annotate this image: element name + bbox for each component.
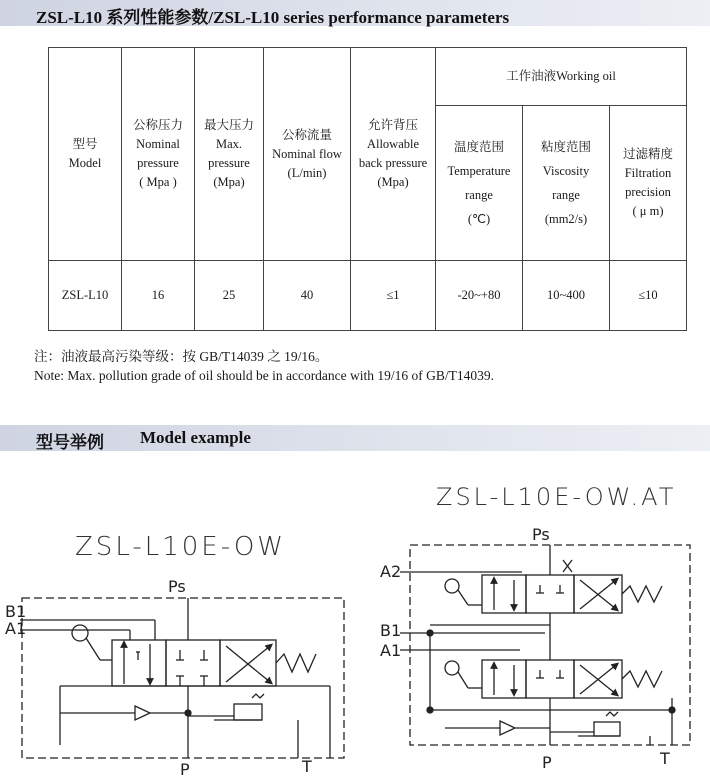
header-nominal-flow xyxy=(264,48,351,261)
header-model-en: Model xyxy=(68,156,102,170)
header-viscosity xyxy=(523,106,610,261)
diagram2-port-b1: B1 xyxy=(380,621,402,640)
diagram-1 xyxy=(5,532,344,779)
header-bp-4: (Mpa) xyxy=(377,175,409,189)
diagram-2 xyxy=(380,483,690,772)
diagram2-port-ps: Ps xyxy=(532,525,550,544)
section-banner-model-example xyxy=(0,425,710,451)
header-v-2: Viscosity xyxy=(542,163,590,178)
header-nominal-pressure xyxy=(122,48,195,261)
cell-max-pressure: 25 xyxy=(195,261,264,331)
header-mp-2: Max. xyxy=(215,137,243,151)
header-back-pressure xyxy=(351,48,436,261)
header-np-3: pressure xyxy=(137,156,179,170)
header-working-oil: 工作油液Working oil xyxy=(436,48,687,106)
diagram2-port-a1: A1 xyxy=(380,641,402,660)
diagram2-port-p: P xyxy=(542,753,552,772)
header-f-1: 过滤精度 xyxy=(622,147,673,161)
diagram1-housing xyxy=(22,598,344,758)
header-filtration xyxy=(610,106,687,261)
header-np-1: 公称压力 xyxy=(132,118,183,132)
cell-temperature: -20~+80 xyxy=(436,261,523,331)
header-np-2: Nominal xyxy=(136,137,180,151)
cell-model: ZSL-L10 xyxy=(49,261,122,331)
cell-viscosity: 10~400 xyxy=(523,261,610,331)
section-title-cn: 型号举例 xyxy=(36,433,104,452)
header-model xyxy=(49,48,122,261)
section-title-performance: ZSL-L10 系列性能参数/ZSL-L10 series performance parameters xyxy=(36,8,510,27)
diagram1-port-t: T xyxy=(302,757,312,776)
header-f-3: precision xyxy=(625,185,671,199)
header-f-4: ( μ m) xyxy=(632,204,664,218)
cell-nominal-flow: 40 xyxy=(264,261,351,331)
header-np-4: ( Mpa ) xyxy=(139,175,177,189)
header-bp-2: Allowable xyxy=(366,137,420,151)
header-max-pressure xyxy=(195,48,264,261)
header-mp-1: 最大压力 xyxy=(203,118,254,132)
header-bp-1: 允许背压 xyxy=(367,118,418,132)
header-f-2: Filtration xyxy=(624,166,672,180)
note-english: Note: Max. pollution grade of oil should be in accordance with 19/16 of GB/T14039. xyxy=(34,368,495,383)
section-banner-performance xyxy=(0,0,710,26)
diagram1-port-ps: Ps xyxy=(168,577,186,596)
header-temperature xyxy=(436,106,523,261)
cell-back-pressure: ≤1 xyxy=(351,261,436,331)
header-v-3: range xyxy=(552,187,580,202)
header-nf-2: Nominal flow xyxy=(272,146,342,161)
header-t-4: (℃) xyxy=(467,211,491,226)
header-t-3: range xyxy=(465,187,493,202)
performance-table xyxy=(48,47,687,331)
cell-filtration: ≤10 xyxy=(610,261,687,331)
note-chinese: 注：油液最高污染等级：按 GB/T14039 之 19/16。 xyxy=(34,349,329,364)
section-title-en: Model example xyxy=(140,428,251,447)
diagram1-port-p: P xyxy=(180,760,190,779)
header-v-1: 粘度范围 xyxy=(540,139,591,154)
diagram2-code: ZSL-L10E-OW.AT xyxy=(436,483,677,511)
header-nf-3: (L/min) xyxy=(287,165,327,180)
diagram2-port-t: T xyxy=(660,749,670,768)
diagram1-port-a1: A1 xyxy=(5,619,27,638)
header-mp-3: pressure xyxy=(208,156,250,170)
header-v-4: (mm2/s) xyxy=(544,211,588,226)
header-t-1: 温度范围 xyxy=(453,139,504,154)
hydraulic-diagrams xyxy=(0,450,710,780)
header-nf-1: 公称流量 xyxy=(281,127,332,142)
diagram1-code: ZSL-L10E-OW xyxy=(75,532,287,562)
cell-nominal-pressure: 16 xyxy=(122,261,195,331)
header-mp-4: (Mpa) xyxy=(213,175,245,189)
header-model-cn: 型号 xyxy=(72,137,98,151)
diagram1-port-b1: B1 xyxy=(5,602,27,621)
header-bp-3: back pressure xyxy=(358,156,428,170)
diagram2-port-a2: A2 xyxy=(380,562,402,581)
header-t-2: Temperature xyxy=(447,163,511,178)
